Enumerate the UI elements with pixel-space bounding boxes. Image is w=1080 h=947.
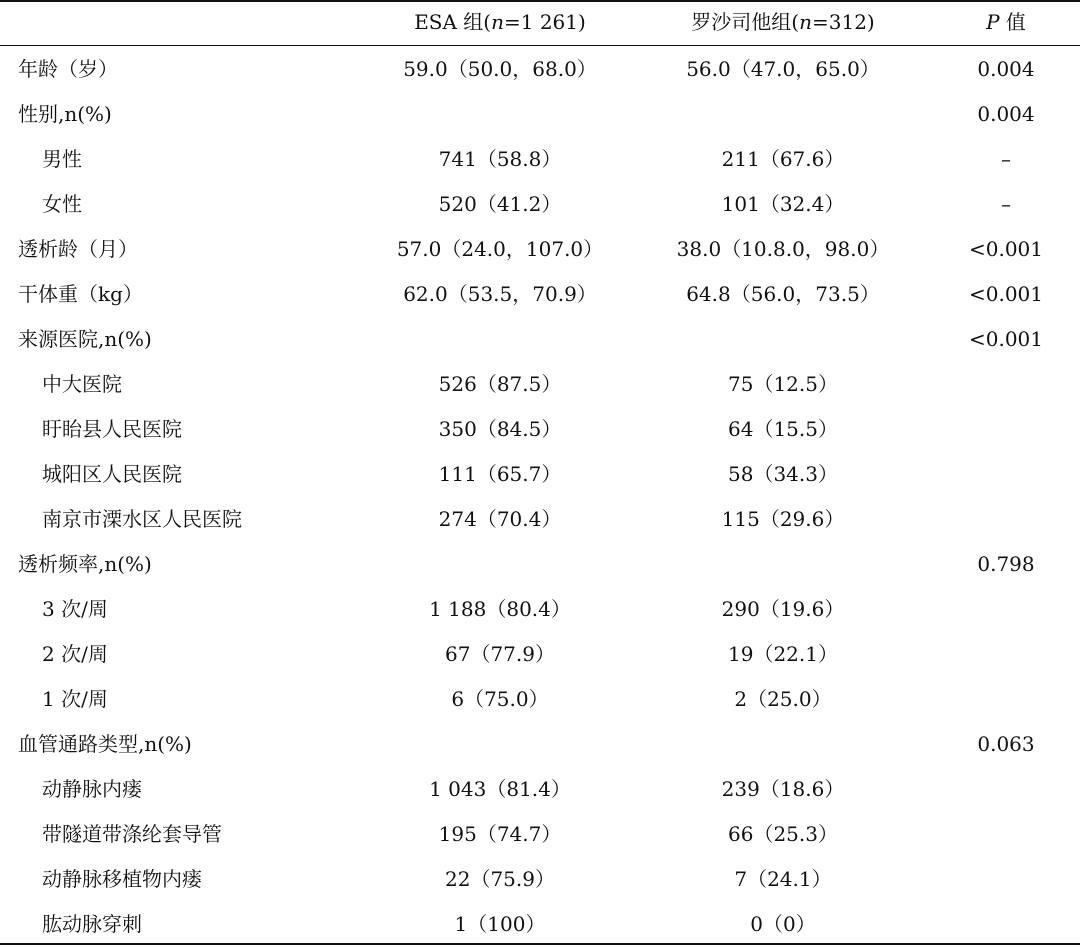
- p-value: 0.004: [977, 102, 1035, 126]
- table-row: [0, 812, 1080, 857]
- roxadustat-value: 2（25.0）: [734, 687, 832, 711]
- header-p-value: P 值: [986, 10, 1026, 34]
- header-roxadustat-group: 罗沙司他组(n=312): [691, 10, 875, 34]
- esa-value: 526（87.5）: [438, 372, 562, 396]
- table-row: [0, 587, 1080, 632]
- header-esa-group: ESA 组(n=1 261): [414, 10, 586, 34]
- row-label: 女性: [42, 192, 82, 216]
- table-row: [0, 362, 1080, 407]
- esa-value: 1 043（81.4）: [429, 777, 571, 801]
- table-row: [0, 182, 1080, 227]
- row-label: 透析龄（月）: [18, 237, 138, 261]
- row-label: 来源医院,n(%): [18, 327, 152, 351]
- esa-value: 62.0（53.5，70.9）: [403, 282, 597, 306]
- row-label: 南京市溧水区人民医院: [42, 507, 242, 531]
- table-row: [0, 407, 1080, 452]
- table-row: [0, 227, 1080, 272]
- row-label: 男性: [42, 147, 82, 171]
- table-row: [0, 542, 1080, 587]
- roxadustat-value: 64（15.5）: [728, 417, 838, 441]
- roxadustat-value: 66（25.3）: [728, 822, 838, 846]
- roxadustat-value: 19（22.1）: [728, 642, 838, 666]
- table-row: [0, 902, 1080, 947]
- roxadustat-value: 38.0（10.8.0，98.0）: [676, 237, 890, 261]
- row-label: 动静脉移植物内瘘: [42, 867, 202, 891]
- row-label: 中大医院: [42, 372, 122, 396]
- p-value: <0.001: [968, 327, 1043, 351]
- row-label: 1 次/周: [42, 687, 108, 711]
- esa-value: 1 188（80.4）: [429, 597, 571, 621]
- roxadustat-value: 64.8（56.0，73.5）: [686, 282, 880, 306]
- roxadustat-value: 290（19.6）: [721, 597, 845, 621]
- esa-value: 1（100）: [454, 912, 546, 936]
- roxadustat-value: 211（67.6）: [721, 147, 845, 171]
- p-value: –: [1001, 192, 1011, 216]
- p-value: <0.001: [968, 282, 1043, 306]
- esa-value: 350（84.5）: [438, 417, 562, 441]
- table-row: [0, 137, 1080, 182]
- esa-value: 741（58.8）: [438, 147, 562, 171]
- roxadustat-value: 58（34.3）: [728, 462, 838, 486]
- table-row: [0, 92, 1080, 137]
- row-label: 3 次/周: [42, 597, 108, 621]
- row-label: 透析频率,n(%): [18, 552, 152, 576]
- row-label: 2 次/周: [42, 642, 108, 666]
- esa-value: 67（77.9）: [445, 642, 555, 666]
- table-row: [0, 857, 1080, 902]
- bottom-rule: [0, 943, 1080, 945]
- roxadustat-value: 115（29.6）: [721, 507, 845, 531]
- table-row: [0, 722, 1080, 767]
- table-row: [0, 317, 1080, 362]
- table-row: [0, 677, 1080, 722]
- esa-value: 22（75.9）: [445, 867, 555, 891]
- esa-value: 6（75.0）: [451, 687, 549, 711]
- roxadustat-value: 56.0（47.0，65.0）: [686, 57, 880, 81]
- table-row: [0, 632, 1080, 677]
- header-rule: [0, 45, 1080, 46]
- esa-value: 520（41.2）: [438, 192, 562, 216]
- row-label: 带隧道带涤纶套导管: [42, 822, 222, 846]
- row-label: 干体重（kg）: [18, 282, 143, 306]
- row-label: 盱眙县人民医院: [42, 417, 182, 441]
- roxadustat-value: 101（32.4）: [721, 192, 845, 216]
- roxadustat-value: 239（18.6）: [721, 777, 845, 801]
- esa-value: 57.0（24.0，107.0）: [396, 237, 604, 261]
- row-label: 性别,n(%): [18, 102, 112, 126]
- table-row: [0, 497, 1080, 542]
- row-label: 动静脉内瘘: [42, 777, 142, 801]
- table-row: [0, 767, 1080, 812]
- roxadustat-value: 0（0）: [750, 912, 816, 936]
- roxadustat-value: 75（12.5）: [728, 372, 838, 396]
- p-value: 0.063: [977, 732, 1035, 756]
- p-value: <0.001: [968, 237, 1043, 261]
- p-value: –: [1001, 147, 1011, 171]
- roxadustat-value: 7（24.1）: [734, 867, 832, 891]
- esa-value: 111（65.7）: [438, 462, 562, 486]
- table-row: [0, 47, 1080, 92]
- row-label: 血管通路类型,n(%): [18, 732, 192, 756]
- table-header: [0, 0, 1080, 45]
- row-label: 年龄（岁）: [18, 57, 118, 81]
- row-label: 城阳区人民医院: [42, 462, 182, 486]
- esa-value: 59.0（50.0，68.0）: [403, 57, 597, 81]
- p-value: 0.004: [977, 57, 1035, 81]
- p-value: 0.798: [977, 552, 1035, 576]
- esa-value: 274（70.4）: [438, 507, 562, 531]
- row-label: 肱动脉穿刺: [42, 912, 142, 936]
- esa-value: 195（74.7）: [438, 822, 562, 846]
- table-row: [0, 452, 1080, 497]
- table-row: [0, 272, 1080, 317]
- table-body: [0, 47, 1080, 947]
